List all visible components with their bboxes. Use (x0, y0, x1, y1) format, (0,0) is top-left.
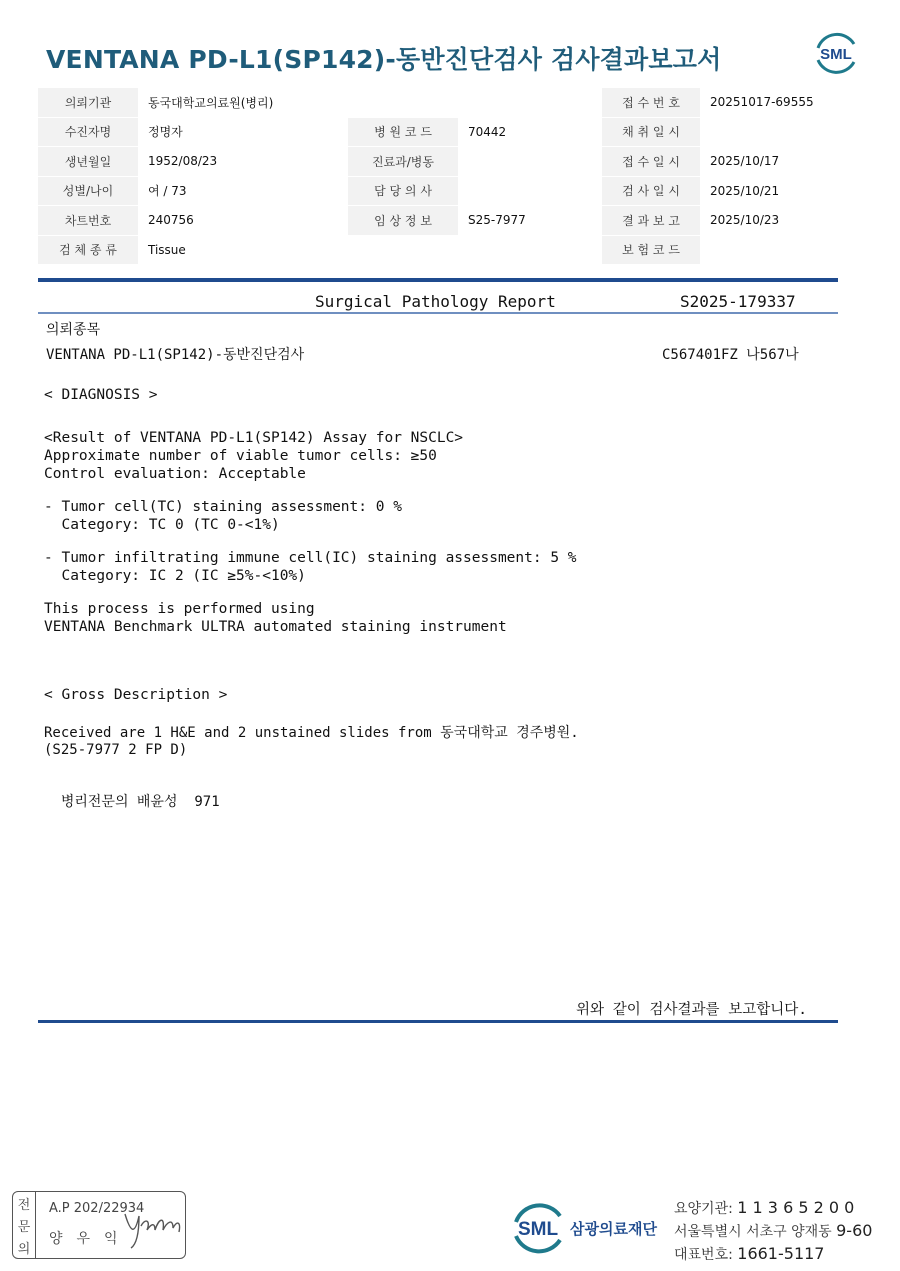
info-label: 임 상 정 보 (348, 206, 458, 236)
text-line (44, 535, 577, 550)
stamp-side-char: 의 (17, 1241, 31, 1257)
info-value: Tissue (138, 235, 602, 265)
patient-info-table (38, 88, 864, 265)
info-label: 보 험 코 드 (602, 235, 700, 265)
request-item: VENTANA PD-L1(SP142)-동반진단검사 (46, 347, 305, 363)
institution-code-label: 요양기관: (674, 1201, 738, 1217)
stamp-license: A.P 202/22934 (49, 1201, 145, 1216)
gross-heading: < Gross Description > (44, 687, 228, 703)
info-row (38, 147, 864, 177)
foundation-logo-text: SML (517, 1219, 559, 1240)
info-label: 수진자명 (38, 117, 138, 147)
info-row (38, 206, 864, 236)
info-value (700, 235, 864, 265)
stamp-side-char: 전 (17, 1197, 31, 1213)
info-label: 검 사 일 시 (602, 176, 700, 206)
info-label: 진료과/병동 (348, 147, 458, 177)
text-line: Received are 1 H&E and 2 unstained slides from 동국대학교 경주병원. (44, 725, 579, 741)
report-number: S2025-179337 (680, 292, 796, 311)
header-divider-thin (38, 312, 838, 314)
info-value: 여 / 73 (138, 176, 348, 206)
info-value: 동국대학교의료원(병리) (138, 88, 602, 117)
institution-code-value: 1 1 3 6 5 2 0 0 (737, 1198, 855, 1217)
sml-logo-icon (812, 30, 860, 74)
text-line: Control evaluation: Acceptable (44, 466, 306, 483)
info-value: 2025/10/17 (700, 147, 864, 177)
text-line: <Result of VENTANA PD-L1(SP142) Assay for NSCLC> (44, 430, 464, 446)
text-line: Category: IC 2 (IC ≥5%-<10%) (44, 568, 306, 585)
info-label: 결 과 보 고 (602, 206, 700, 236)
info-label: 채 취 일 시 (602, 117, 700, 147)
info-label: 생년월일 (38, 147, 138, 177)
text-line: Approximate number of viable tumor cells: ≥50 (44, 448, 437, 465)
info-label: 접 수 번 호 (602, 88, 700, 117)
text-line: Category: TC 0 (TC 0-<1%) (44, 517, 280, 534)
phone-value: 1661-5117 (737, 1244, 825, 1263)
request-label: 의뢰종목 (46, 322, 101, 338)
address (674, 1221, 872, 1241)
info-value: 2025/10/23 (700, 206, 864, 236)
stamp-name: 양우익 (49, 1231, 132, 1247)
foundation-logo-icon (508, 1198, 568, 1256)
diagnosis-text (44, 429, 577, 636)
report-heading: Surgical Pathology Report (315, 292, 556, 311)
foundation-name: 삼광의료재단 (570, 1220, 657, 1238)
info-label: 검 체 종 류 (38, 235, 138, 265)
text-line: This process is performed using (44, 600, 315, 617)
info-value (458, 147, 602, 177)
stamp-side-char: 문 (17, 1219, 31, 1235)
phone-label: 대표번호: (674, 1247, 738, 1263)
diagnosis-heading: < DIAGNOSIS > (44, 387, 158, 403)
info-row (38, 88, 864, 117)
address-text: 서울특별시 서초구 양재동 (674, 1224, 837, 1240)
closing-statement: 위와 같이 검사결과를 보고합니다. (576, 1002, 808, 1018)
text-line: - Tumor cell(TC) staining assessment: 0 % (44, 499, 402, 516)
institution-code (674, 1198, 854, 1218)
gross-text (44, 725, 579, 759)
header-divider-thick (38, 278, 838, 282)
info-row (38, 235, 864, 265)
info-value: 240756 (138, 206, 348, 236)
text-line (44, 585, 577, 600)
address-number: 9-60 (836, 1221, 873, 1240)
pathologist-stamp (12, 1191, 186, 1259)
info-value: 1952/08/23 (138, 147, 348, 177)
text-line: VENTANA Benchmark ULTRA automated staining instrument (44, 619, 507, 636)
info-label: 차트번호 (38, 206, 138, 236)
text-line (44, 484, 577, 499)
info-value (700, 117, 864, 147)
text-line: (S25-7977 2 FP D) (44, 742, 188, 758)
info-row (38, 117, 864, 147)
info-label: 병 원 코 드 (348, 117, 458, 147)
report-title: VENTANA PD-L1(SP142)-동반진단검사 검사결과보고서 (46, 45, 722, 74)
phone (674, 1244, 824, 1264)
info-label: 접 수 일 시 (602, 147, 700, 177)
text-line: - Tumor infiltrating immune cell(IC) staining assessment: 5 % (44, 550, 577, 567)
info-row (38, 176, 864, 206)
info-value: S25-7977 (458, 206, 602, 236)
sml-logo-text: SML (820, 46, 852, 63)
info-value (458, 176, 602, 206)
footer-divider (38, 1020, 838, 1023)
info-value: 2025/10/21 (700, 176, 864, 206)
pathologist-line: 병리전문의 배윤성 971 (44, 794, 220, 810)
info-value: 20251017-69555 (700, 88, 864, 117)
info-label: 담 당 의 사 (348, 176, 458, 206)
info-value: 70442 (458, 117, 602, 147)
request-code: C567401FZ 나567나 (662, 347, 799, 363)
signature-icon (121, 1204, 185, 1250)
info-label: 의뢰기관 (38, 88, 138, 117)
info-label: 성별/나이 (38, 176, 138, 206)
info-value: 정명자 (138, 117, 348, 147)
stamp-side-label (13, 1192, 36, 1258)
